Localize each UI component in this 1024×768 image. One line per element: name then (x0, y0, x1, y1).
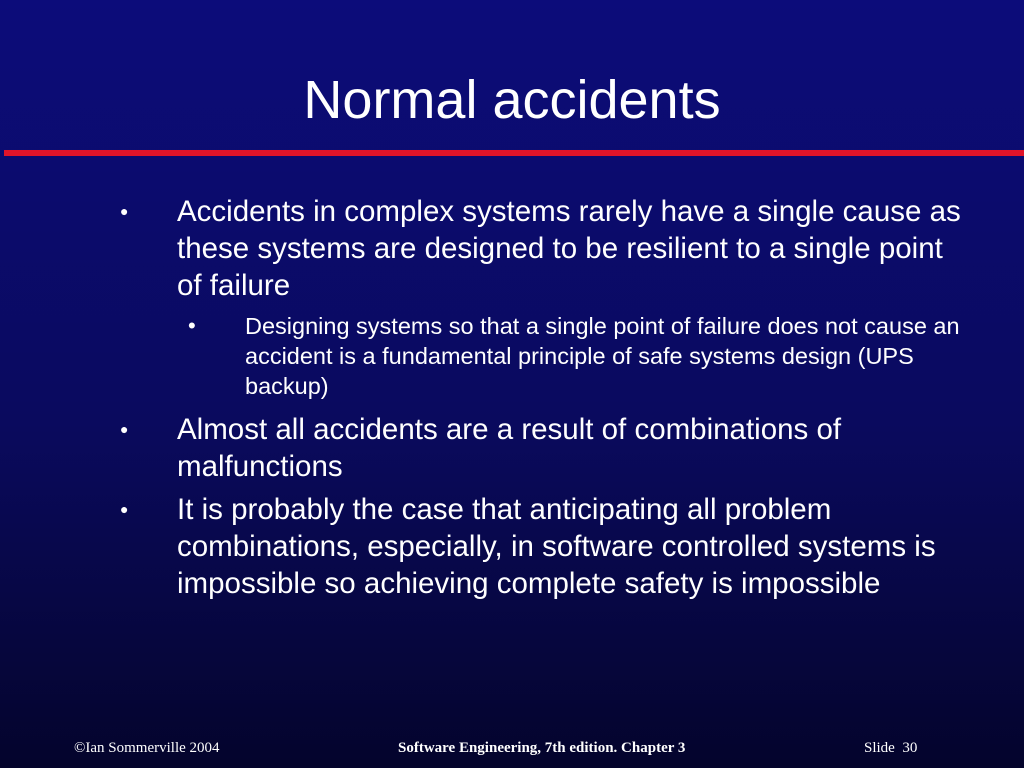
bullet-dot-icon: ● (120, 501, 129, 517)
title-divider (4, 150, 1024, 156)
bullet-text: It is probably the case that anticipating all problem combinations, especially, in software controlled systems is impossible so achieving complete safety is impossible (177, 493, 936, 600)
bullet-dot-icon: ● (120, 421, 129, 437)
sub-bullet-dot-icon: • (188, 313, 196, 338)
bullet-item (120, 491, 970, 602)
footer-slide-number: Slide 30 (864, 740, 918, 756)
bullet-text: Almost all accidents are a result of combinations of malfunctions (177, 413, 842, 483)
bullet-item (120, 411, 970, 485)
sub-bullet-item (188, 311, 970, 401)
bullet-list (120, 193, 970, 606)
footer-book-title: Software Engineering, 7th edition. Chapter 3 (398, 740, 686, 756)
bullet-item (120, 193, 970, 304)
bullet-text: Accidents in complex systems rarely have a single cause as these systems are designed to be resilient to a single point of failure (177, 195, 961, 302)
footer-copyright: ©Ian Sommerville 2004 (74, 740, 220, 756)
slide-title: Normal accidents (303, 70, 721, 130)
bullet-dot-icon: ● (120, 203, 129, 219)
sub-bullet-text: Designing systems so that a single point of failure does not cause an accident is a fundamental principle of safe systems design (UPS backup) (245, 313, 960, 399)
